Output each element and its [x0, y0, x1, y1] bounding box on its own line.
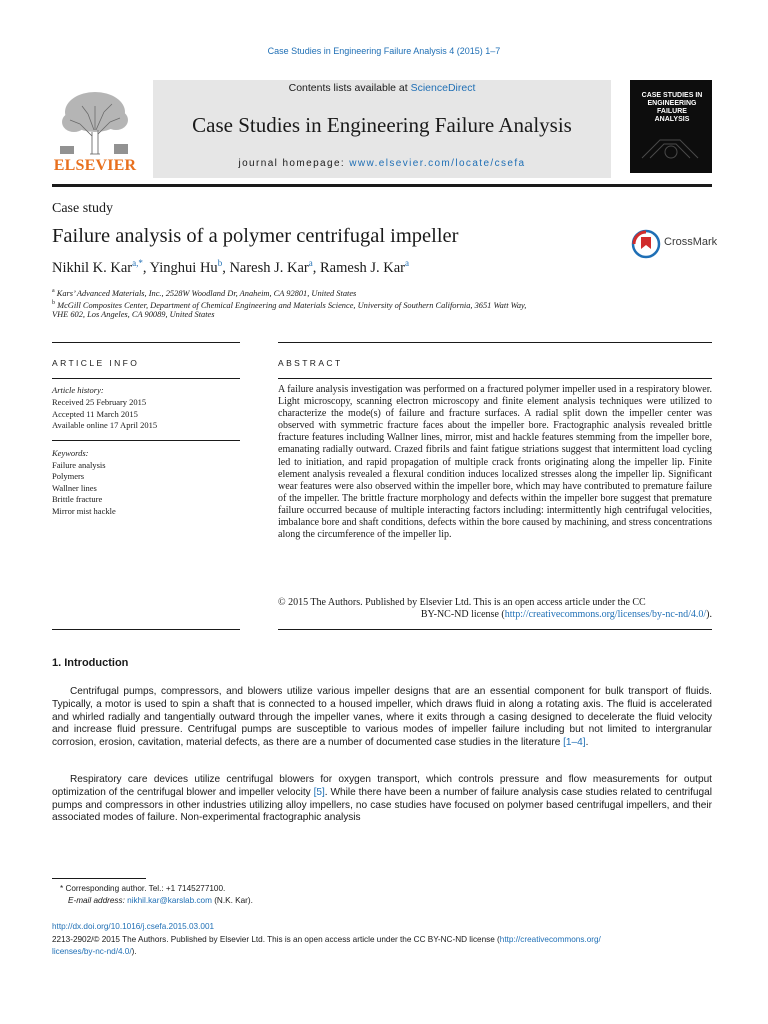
crossmark-label[interactable]: CrossMark: [664, 236, 718, 248]
footnote-rule: [52, 878, 146, 879]
author-name: Nikhil K. Kar: [52, 259, 133, 276]
history-entry: Available online 17 April 2015: [52, 420, 158, 430]
doi-link[interactable]: http://dx.doi.org/10.1016/j.csefa.2015.03.001: [52, 922, 215, 931]
affiliation: $^a$ Kars’ Advanced Materials, Inc., 2528W Woodland Dr, Anaheim, CA 92801, United States: [52, 288, 357, 298]
keyword-item: Brittle fracture: [52, 494, 103, 504]
article-info-rule: [52, 378, 240, 379]
history-entry: Received 25 February 2015: [52, 397, 147, 407]
license-footer: 2213-2902/© 2015 The Authors. Published by Elsevier Ltd. This is an open access article under the CC BY-NC-ND license (http://creativecommons.org/ licenses/by-nc-nd/4.0/).: [52, 935, 601, 956]
footnote-email: E-mail address: nikhil.kar@karslab.com (N.K. Kar).: [68, 896, 253, 905]
footer-license-link[interactable]: http://creativecommons.org/: [499, 935, 601, 944]
history-label: Article history:: [52, 385, 104, 395]
footnote-corresponding: * Corresponding author. Tel.: +1 7145277100.: [60, 884, 226, 893]
journal-cover-thumbnail: [630, 80, 712, 173]
keywords-label: Keywords:: [52, 448, 89, 458]
email-link[interactable]: nikhil.kar@karslab.com: [127, 896, 212, 905]
cover-circuit-graphic: [640, 132, 702, 162]
article-info-divider: [52, 440, 240, 441]
sciencedirect-link[interactable]: ScienceDirect: [410, 82, 476, 94]
journal-title: Case Studies in Engineering Failure Analysis: [192, 113, 572, 137]
doi: [52, 922, 712, 931]
author-affiliation-marker[interactable]: a,*: [132, 258, 143, 268]
journal-reference[interactable]: Case Studies in Engineering Failure Analysis 4 (2015) 1–7: [267, 46, 501, 56]
footer-license-link[interactable]: licenses/by-nc-nd/4.0/: [52, 946, 132, 956]
cover-title-line: ANALYSIS: [654, 116, 690, 123]
article-info-top-rule: [52, 342, 240, 343]
header-rule: [52, 184, 712, 187]
cover-title-line: CASE STUDIES IN: [641, 92, 703, 99]
abstract-bottom-rule: [278, 629, 712, 630]
affiliation: VHE 602, Los Angeles, CA 90089, United States: [52, 310, 215, 319]
cover-title-line: FAILURE: [657, 108, 687, 115]
abstract-top-rule: [278, 342, 712, 343]
history-entry: Accepted 11 March 2015: [52, 409, 138, 419]
section-heading: 1. Introduction: [52, 657, 129, 669]
article-info-bottom-rule: [52, 629, 240, 630]
article-type: Case study: [52, 201, 114, 216]
article-title: Failure analysis of a polymer centrifugal impeller: [52, 225, 459, 247]
keyword-item: Failure analysis: [52, 460, 106, 470]
keyword-item: Mirror mist hackle: [52, 506, 116, 516]
paragraph: Centrifugal pumps, compressors, and blowers utilize various impeller designs that are an essential component for bulk transport of fluids. Typically, a motor is used to spin a shaft that is connected to a housed impeller, which draws fluid in along a rotating axis. The fluid is accelerated and whirled radially and tangentially outward through the impeller vanes, where it exits through a casing designed to decelerate the fluid velocity and increase fluid pressure. Centrifugal pumps are susceptible to various modes of impeller failure including but not limited to intergranular corrosion, erosion, cavitation, material defects, as there are a number of documented case studies in the literature [1–4].: [52, 686, 712, 749]
author-list: Nikhil K. Kar$^{a,*}$, Yinghui Hu$^b$, Naresh J. Kar$^a$, Ramesh J. Kar$^a$: [52, 258, 409, 276]
paragraph: Respiratory care devices utilize centrifugal blowers for oxygen transport, which controls pressure and flow measurements for output optimization of the centrifugal blower and impeller velocity [5]. While there have been a number of failure analysis case studies related to centrifugal pumps and compressors in other industries utilizing alloy impellers, no case studies have focused on polymer based centrifugal impellers, and their associated modes of failure. Non-experimental fractographic analysis: [52, 774, 712, 824]
author-affiliation-marker[interactable]: b: [217, 258, 223, 268]
publisher-wordmark: ELSEVIER: [53, 157, 137, 174]
keyword-item: Wallner lines: [52, 483, 97, 493]
author-name: Yinghui Hu: [149, 259, 218, 276]
affiliation: $^b$ McGill Composites Center, Department of Chemical Engineering and Materials Science, University of Southern California, 3651 Watt Way,: [52, 300, 527, 310]
cover-title-line: ENGINEERING: [647, 100, 697, 107]
citation-link[interactable]: [1–4]: [563, 737, 586, 749]
citation-link[interactable]: [5]: [313, 786, 325, 798]
abstract-text: A failure analysis investigation was performed on a fractured polymer impeller used in a respiratory blower. Light microscopy, scanning electron microscopy and finite element analysis techniques were utilized to characterize the mode(s) of failure and fracture surfaces. A radial split down the impeller center was observed with symmetric fracture faces about the impeller bore. Fractographic analysis revealed brittle fracture features including Wallner lines, mirror, mist and hackle features stemming from the impeller bore, emanating radially outward. Crazed fibrils and faint fatigue striations suggest that intermittent load cycling led to initiation, and rapid propagation of multiple crack fronts originating along the impeller lip. Finite element analysis revealed a flexural condition induces localized stresses along the impeller lip. Significant wear features were also observed within the impeller bore, which may have contributed to premature failure of the impeller. The brittle fracture morphology and defects within the impeller bore suggest that premature failure occurred because of multiple interacting factors including: intermittently high centrifugal velocities, imbalance bore and shaft conditions, defects within the bore caused by machining, and stress concentrations along the circumference of the impeller lip.: [278, 384, 712, 541]
abstract-copyright: © 2015 The Authors. Published by Elsevier Ltd. This is an open access article under the CC BY-NC-ND license (http://creativecommons.org/licenses/by-nc-nd/4.0/).: [278, 597, 712, 621]
keyword-item: Polymers: [52, 471, 85, 481]
journal-homepage-link[interactable]: www.elsevier.com/locate/csefa: [349, 158, 526, 169]
author-name: Naresh J. Kar: [229, 259, 309, 276]
author-name: Ramesh J. Kar: [320, 259, 405, 276]
journal-homepage-line: journal homepage: www.elsevier.com/locate/csefa: [238, 158, 526, 169]
article-info-heading: ARTICLE INFO: [52, 358, 140, 368]
abstract-rule: [278, 378, 712, 379]
author-affiliation-marker[interactable]: a: [404, 258, 409, 268]
abstract-heading: ABSTRACT: [278, 358, 343, 368]
author-affiliation-marker[interactable]: a: [308, 258, 313, 268]
contents-line: Contents lists available at ScienceDirect: [288, 82, 476, 94]
license-link[interactable]: http://creativecommons.org/licenses/by-nc-nd/4.0/: [504, 609, 707, 621]
